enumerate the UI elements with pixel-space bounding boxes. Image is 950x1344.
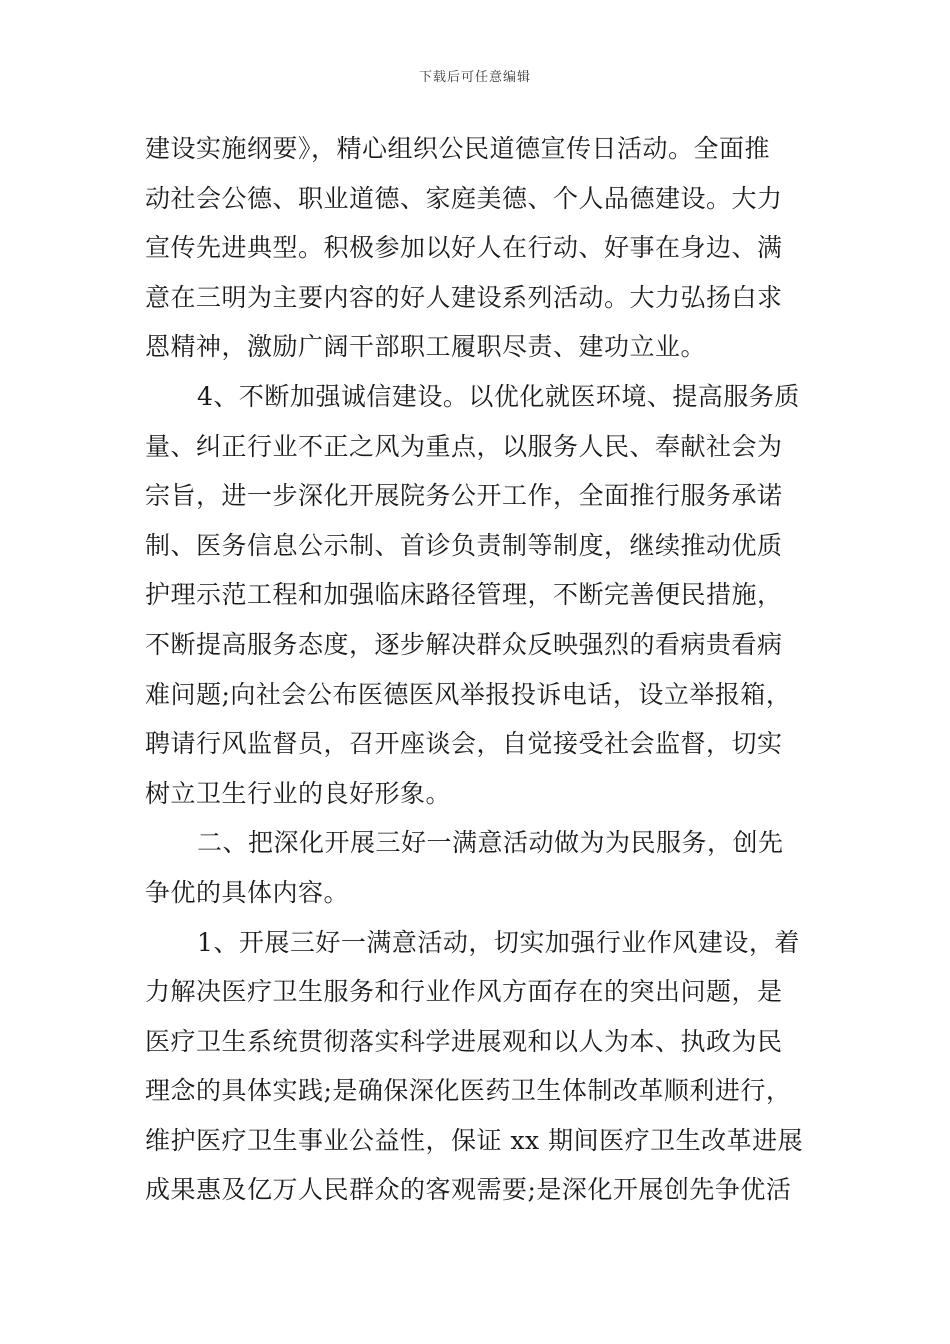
text-line: 宗旨，进一步深化开展院务公开工作，全面推行服务承诺 (145, 481, 783, 511)
text-line: 不断提高服务态度，逐步解决群众反映强烈的看病贵看病 (145, 629, 783, 659)
header-note: 下载后可任意编辑 (418, 70, 531, 85)
text-line: 制、医务信息公示制、首诊负责制等制度，继续推动优质 (145, 530, 783, 560)
text-line: 动社会公德、职业道德、家庭美德、个人品德建设。大力 (145, 183, 783, 213)
body-text (145, 124, 807, 1215)
text-line: 树立卫生行业的良好形象。 (145, 778, 452, 808)
text-line: 宣传先进典型。积极参加以好人在行动、好事在身边、满 (145, 233, 783, 263)
text-line: 意在三明为主要内容的好人建设系列活动。大力弘扬白求 (145, 282, 783, 312)
text-line: 维护医疗卫生事业公益性，保证 xx 期间医疗卫生改革进展 (145, 1125, 804, 1155)
text-line: 量、纠正行业不正之风为重点，以服务人民、奉献社会为 (145, 431, 783, 461)
text-line: 护理示范工程和加强临床路径管理，不断完善便民措施， (145, 580, 783, 610)
text-line: 恩精神，激励广阔干部职工履职尽责、建功立业。 (145, 332, 707, 362)
paragraph-start-line: 1、开展三好一满意活动，切实加强行业作风建设，着 (197, 927, 800, 957)
text-line: 成果惠及亿万人民群众的客观需要;是深化开展创先争优活 (145, 1175, 792, 1205)
text-line: 力解决医疗卫生服务和行业作风方面存在的突出问题，是 (145, 977, 783, 1007)
section-heading-line: 二、把深化开展三好一满意活动做为为民服务，创先 (197, 828, 784, 858)
text-line: 建设实施纲要》，精心组织公民道德宣传日活动。全面推 (145, 134, 771, 163)
text-line: 医疗卫生系统贯彻落实科学进展观和以人为本、执政为民 (145, 1026, 783, 1056)
text-line: 理念的具体实践;是确保深化医药卫生体制改革顺利进行， (145, 1076, 792, 1106)
text-line: 难问题;向社会公布医德医风举报投诉电话，设立举报箱， (145, 679, 792, 709)
text-line: 聘请行风监督员，召开座谈会，自觉接受社会监督，切实 (145, 729, 783, 759)
text-line: 争优的具体内容。 (145, 877, 350, 907)
paragraph-start-line: 4、不断加强诚信建设。以优化就医环境、提高服务质 (197, 381, 800, 411)
